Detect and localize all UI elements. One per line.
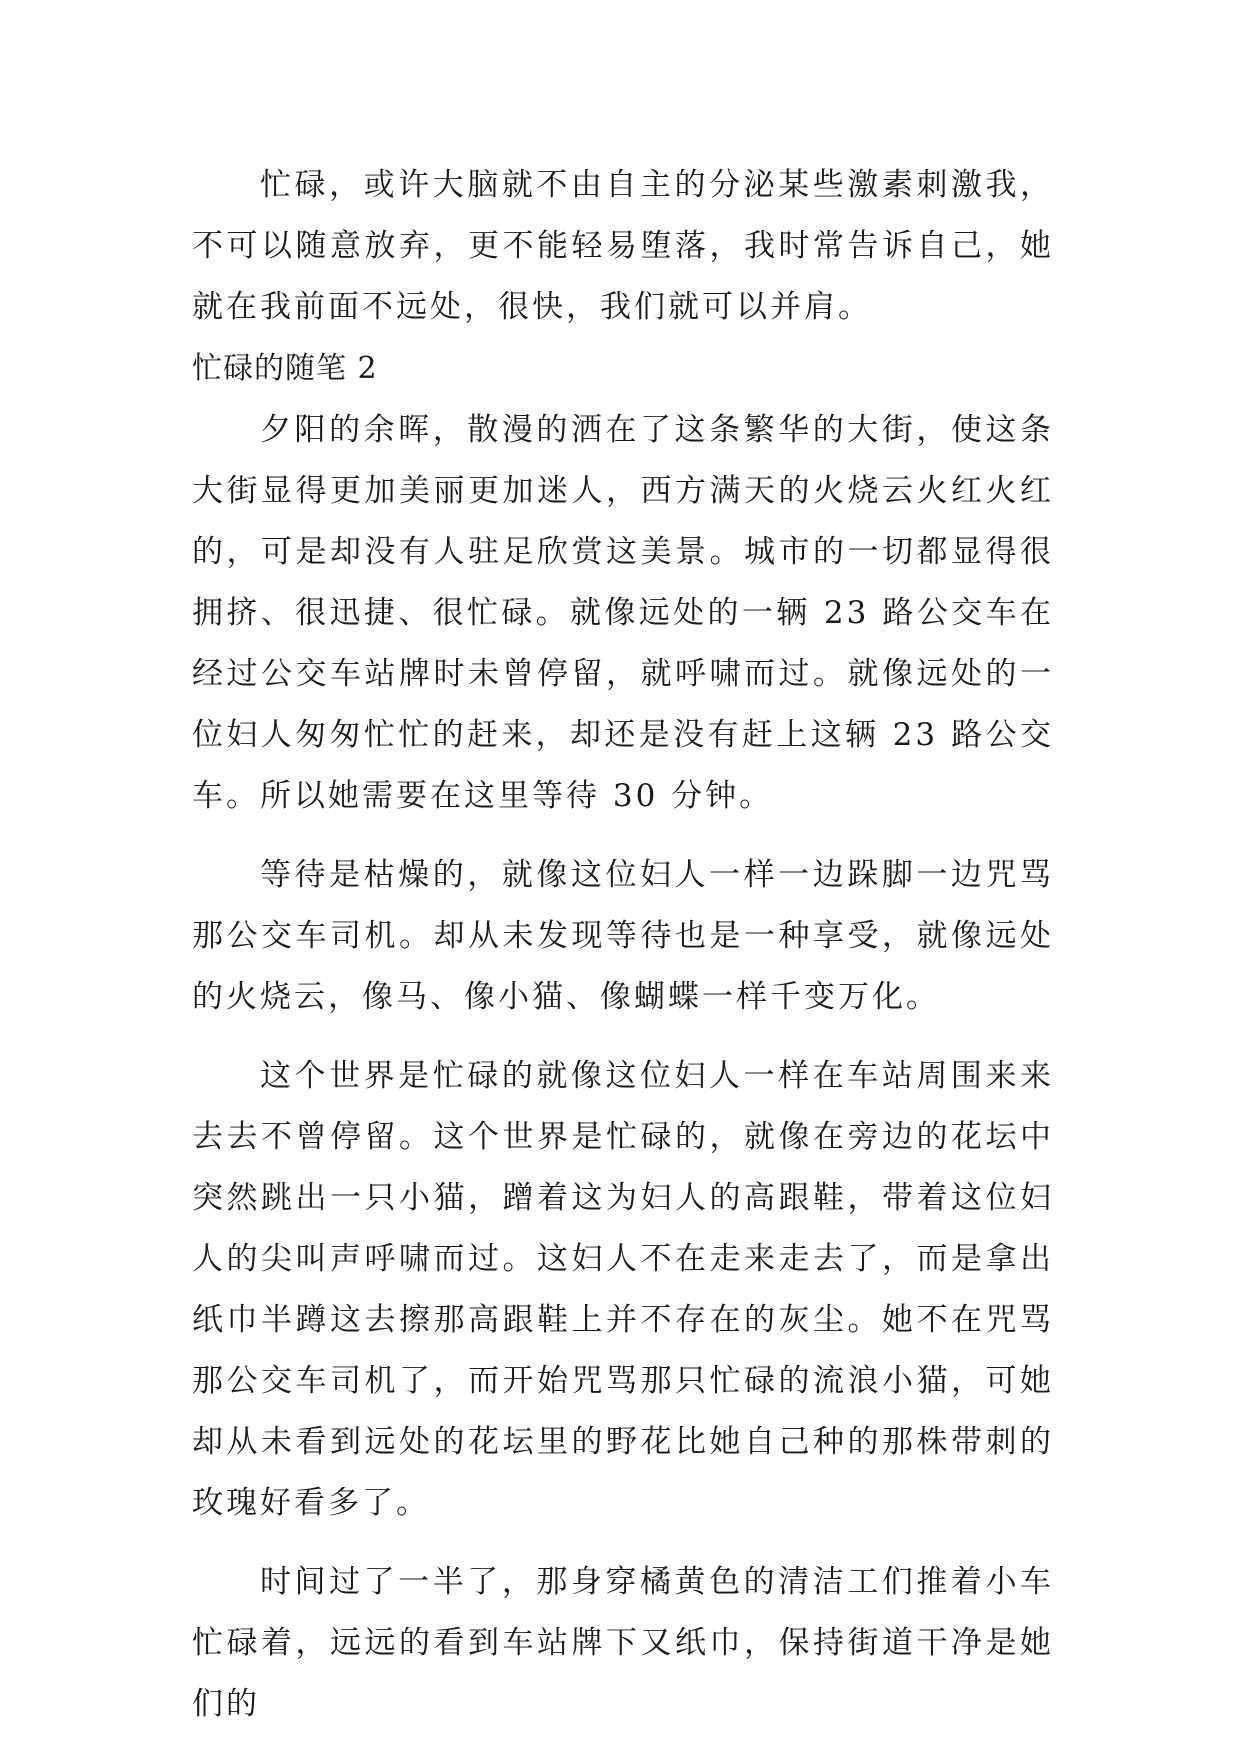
paragraph-3: 这个世界是忙碌的就像这位妇人一样在车站周围来来去去不曾停留。这个世界是忙碌的，就像在旁边的花坛中突然跳出一只小猫，蹭着这为妇人的高跟鞋，带着这位妇人的尖叫声呼啸而过。这妇人不在走来走去了，而是拿出纸巾半蹲这去擦那高跟鞋上并不存在的灰尘。她不在咒骂那公交车司机了，而开始咒骂那只忙碌的流浪小猫，可她却从未看到远处的花坛里的野花比她自己种的那株带刺的玫瑰好看多了。	[192, 1058, 1054, 1521]
paragraph-intro: 忙碌，或许大脑就不由自主的分泌某些激素刺激我，不可以随意放弃，更不能轻易堕落，我时常告诉自己，她就在我前面不远处，很快，我们就可以并肩。	[192, 167, 1054, 325]
section-title: 忙碌的随笔 2	[192, 351, 378, 386]
paragraph-4: 时间过了一半了，那身穿橘黄色的清洁工们推着小车忙碌着，远远的看到车站牌下又纸巾，保持街道干净是她们的	[192, 1564, 1054, 1722]
paragraph-2: 等待是枯燥的，就像这位妇人一样一边跺脚一边咒骂那公交车司机。却从未发现等待也是一种享受，就像远处的火烧云，像马、像小猫、像蝴蝶一样千变万化。	[192, 857, 1054, 1015]
paragraph-1: 夕阳的余晖，散漫的洒在了这条繁华的大街，使这条大街显得更加美丽更加迷人，西方满天的火烧云火红火红的，可是却没有人驻足欣赏这美景。城市的一切都显得很拥挤、很迅捷、很忙碌。就像远处的一辆 23 路公交车在经过公交车站牌时未曾停留，就呼啸而过。就像远处的一位妇人匆匆忙忙的赶来，却还是没有赶上这辆 23 路公交车。所以她需要在这里等待 30 分钟。	[192, 412, 1054, 814]
document-page	[192, 155, 1054, 1735]
